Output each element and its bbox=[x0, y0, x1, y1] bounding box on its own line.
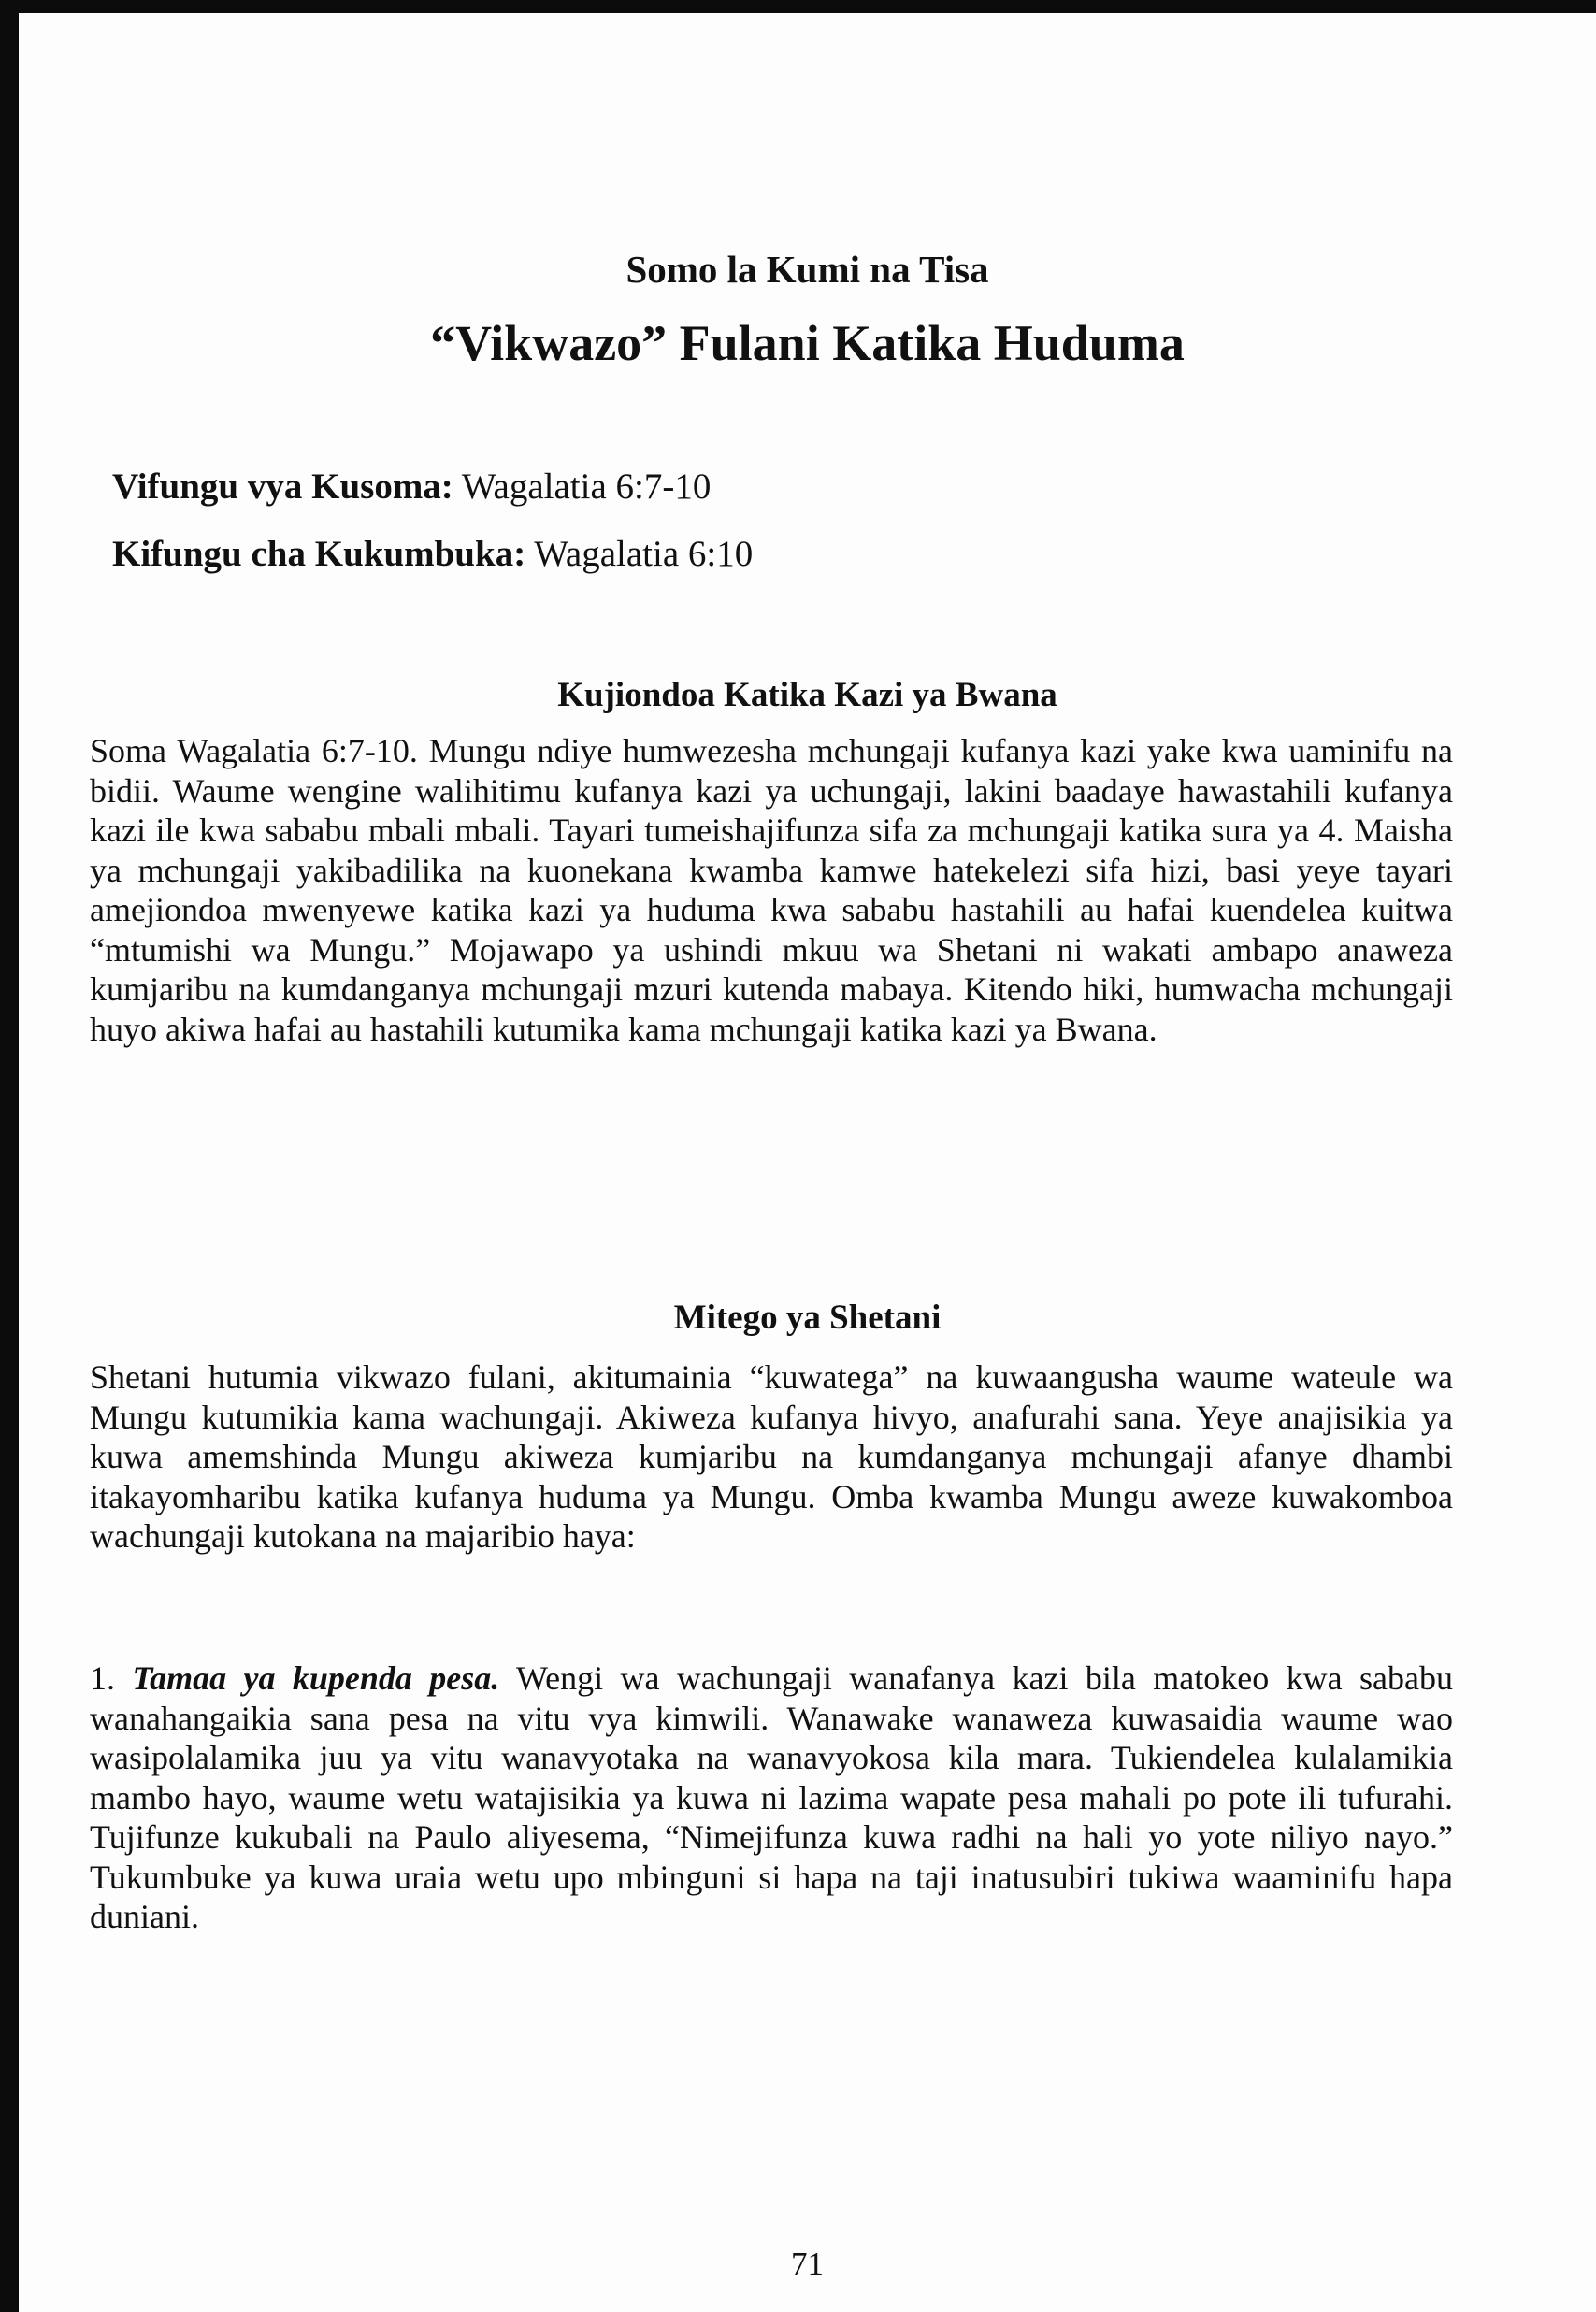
memory-reference bbox=[112, 533, 753, 575]
reading-reference bbox=[112, 466, 711, 508]
page-number: 71 bbox=[791, 2246, 824, 2282]
list-item-number: 1. bbox=[90, 1659, 115, 1697]
reading-label: Vifungu vya Kusoma: bbox=[112, 467, 453, 507]
book-page bbox=[19, 13, 1596, 2312]
section-heading-traps: Mitego ya Shetani bbox=[673, 1299, 942, 1337]
section-paragraph-withdrawal: Soma Wagalatia 6:7-10. Mungu ndiye humwezesha mchungaji kufanya kazi yake kwa uaminifu na bidii. Waume wengine walihitimu kufanya kazi ya uchungaji, lakini baadaye hawastahili kufanya kazi ile kwa sababu mbali mbali. Tayari tumeishajifunza sifa za mchungaji katika sura ya 4. Maisha ya mchungaji yakibadilika na kuonekana kwamba kamwe hatekelezi sifa hizi, basi yeye tayari amejiondoa mwenyewe katika kazi ya huduma kwa sababu hastahili au hafai kuendelea kuitwa “mtumishi wa Mungu.” Mojawapo ya ushindi mkuu wa Shetani ni wakati ambapo anaweza kumjaribu na kumdanganya mchungaji mzuri kutenda mabaya. Kitendo hiki, humwacha mchungaji huyo akiwa hafai au hastahili kutumika kama mchungaji katika kazi ya Bwana. bbox=[90, 732, 1453, 1048]
list-item-text: Wengi wa wachungaji wanafanya kazi bila matokeo kwa sababu wanahangaikia sana pesa na vitu vya kimwili. Wanawake wanaweza kuwasaidia waume wao wasipolalamika juu ya vitu wanavyotaka na wanavyokosa kila mara. Tukiendelea kulalamikia mambo hayo, waume wetu watajisikia ya kuwa ni lazima wapate pesa mahali po pote ili tufurahi. Tujifunze kukubali na Paulo aliyesema, “Nimejifunza kuwa radhi na hali yo yote niliyo nayo.” Tukumbuke ya kuwa uraia wetu upo mbinguni si hapa na taji inatusubiri tukiwa waaminifu hapa duniani. bbox=[90, 1659, 1453, 1935]
scan-border-top bbox=[0, 0, 1596, 13]
section-heading-withdrawal: Kujiondoa Katika Kazi ya Bwana bbox=[557, 676, 1057, 714]
scan-border-left bbox=[0, 0, 19, 2312]
memory-value: Wagalatia 6:10 bbox=[534, 534, 754, 574]
lesson-label: Somo la Kumi na Tisa bbox=[625, 248, 989, 291]
section-paragraph-traps: Shetani hutumia vikwazo fulani, akitumainia “kuwatega” na kuwaangusha waume wateule wa Mungu kutumikia kama wachungaji. Akiweza kufanya hivyo, anafurahi sana. Yeye anajisikia ya kuwa amemshinda Mungu akiweza kumjaribu na kumdanganya mchungaji afanye dhambi itakayomharibu katika kufanya huduma ya Mungu. Omba kwamba Mungu aweze kuwakomboa wachungaji kutokana na majaribio haya: bbox=[90, 1358, 1453, 1555]
page-title: “Vikwazo” Fulani Katika Huduma bbox=[430, 315, 1185, 371]
list-item-title: Tamaa ya kupenda pesa. bbox=[132, 1659, 500, 1697]
list-item bbox=[90, 1659, 1453, 1937]
reading-value: Wagalatia 6:7-10 bbox=[461, 467, 712, 507]
memory-label: Kifungu cha Kukumbuka: bbox=[112, 534, 526, 574]
